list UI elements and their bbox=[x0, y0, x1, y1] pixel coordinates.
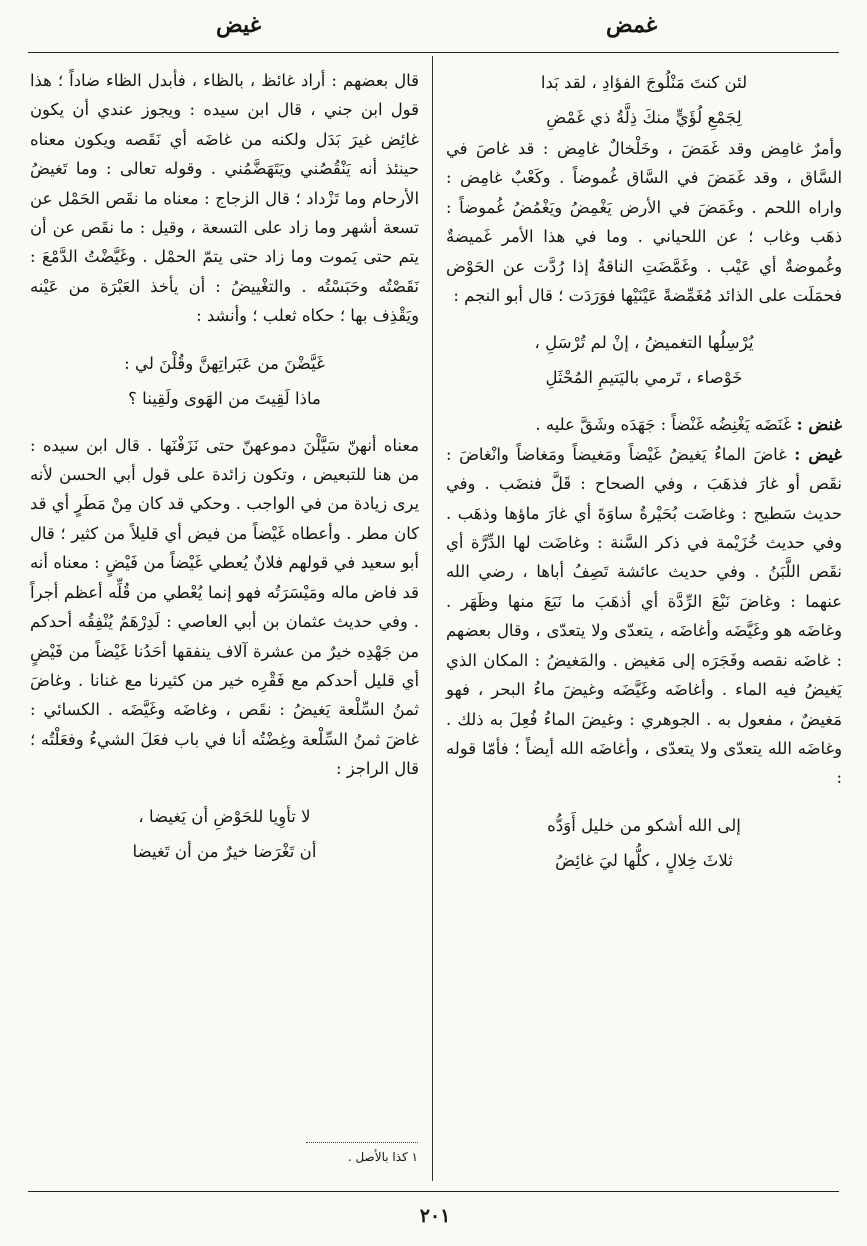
header-right-word: غمض bbox=[606, 12, 658, 38]
verse-line: ثلاثَ خِلالٍ ، كلُّها ليَ غائِضُ bbox=[555, 850, 733, 870]
verse-line: يُرْسِلُها التغميضُ ، إنْ لم تُرْسَلِ ، bbox=[534, 333, 754, 353]
header-left-word: غيض bbox=[216, 12, 262, 38]
entry-text: غَنَضَه يَغْنِضُه غَنْضاً : جَهَدَه وشَقَّ عليه . bbox=[535, 415, 792, 435]
spacer bbox=[446, 310, 842, 326]
verse-line: خَوْصاء ، تَرمي باليَتيمِ المُحْثَلِ bbox=[545, 368, 743, 388]
left-column bbox=[30, 66, 419, 868]
verse-line: لئن كنتَ مَنْلُوجَ الفؤادِ ، لقد بَدا bbox=[540, 73, 748, 92]
entry-headword: غيض : bbox=[794, 444, 842, 464]
entry-headword: غنض : bbox=[796, 415, 842, 435]
page-number: ٢٠١ bbox=[419, 1205, 451, 1227]
spacer bbox=[446, 394, 842, 410]
entry-ghayd bbox=[446, 440, 842, 793]
verse-line: لِجَمْعِ لُؤَيٍّ منكَ ذِلَّةُ ذي غَمْضِ bbox=[546, 108, 742, 127]
footer-rule bbox=[28, 1191, 839, 1192]
right-column bbox=[446, 66, 842, 877]
entry-text: غاضَ الماءُ يَغيضُ غَيْضاً ومَغيضاً ومَغاضاً وانْغاضَ : نقَص أو غارَ فذهَبَ ، وفي الصحاح : قَلَّ فنضَب . وفي حديث سَطيح : وغاضَت بُحَيْرةُ ساوَةَ أي غارَ ماؤها وذهَب . وفي حديث خُزَيْمة في ذكر السَّنة : وغاضَت لها الدِّرَّة أي نقَص اللَّبَنُ . وفي حديث عائشة تَصِفُ أباها ، رضي الله عنهما : وغاضَ نَبْعَ الرِّدَّة أي أذهَبَ ما نَبَعَ منها وظَهَر . وغاضَه هو وغَيَّضَه وأغاضَه ، يتعدّى ولا يتعدّى ، وقال بعضهم : غاضَه نقصه وفَجَرَه إلى مَغيض . والمَغيضُ : المكان الذي يَغيضُ فيه الماء . وأغاضَه وغَيَّضَه وغيضَ ماءُ البحر ، فهو مَغيضٌ ، مفعول به . الجوهري : وغيضَ الماءُ فُعِلَ به ذلك . وغاضَه الله يتعدّى ولا يتعدّى ، وأغاضَه الله أيضاً ؛ فأمّا قوله : bbox=[446, 444, 842, 788]
spacer bbox=[30, 331, 419, 347]
entry-ghanad bbox=[446, 410, 842, 439]
verse-line: ماذا لَقِيتَ من الهَوى ولَقِينا ؟ bbox=[128, 388, 321, 408]
footnote: ١ كذا بالأصل . bbox=[347, 1150, 418, 1164]
footnote-rule bbox=[306, 1142, 418, 1143]
verse-line: غَيَّضْنَ من عَبَراتِهنَّ وقُلْنَ لي : bbox=[124, 353, 325, 373]
paragraph: معناه أنهنّ سَيَّلْنَ دموعهنّ حتى نَزَفْنَها . قال ابن سيده : من هنا للتبعيض ، وتكون زائدة على قول أبي الحسن لأنه يرى زيادة من في الواجب . وحكي قد كان مِنْ مَطَرٍ أي قد كان مطر . وأعطاه غَيْضاً من فيض أي قليلاً من كثير ؛ قال أبو سعيد في قولهم فلانٌ يُعطي غَيْضاً من فَيْضٍ : معناه أنه قد فاض ماله ومَيْسَرَتُه فهو إنما يُعْطي من قُلِّه أعظم أجراً . وفي حديث عثمان بن أبي العاصي : لَدِرْهَمٌ يُنْفِقُه أحدكم من جَهْدِه خيرٌ من عشرة آلاف ينفقها أحَدُنا غَيْضاً من فَيْضٍ أي قليل أحدكم مع فَقْرِه خير من كثيرنا مع غنانا . وغاضَ ثمنُ السِّلْعة يَغيضُ : نقَص ، وغاضَه وغَيَّضَه . الكسائي : غاضَ ثمنُ السِّلْعة وغِضْتُه أنا في باب فعَلَ الشيءُ وفعَلْتُه ؛ قال الراجز : bbox=[30, 435, 419, 779]
paragraph: وأمرٌ غامِض وقد غَمَضَ ، وخَلْخالٌ غامِض : قد غاصَ في السَّاق ، وقد غَمَضَ في السَّاق غُموضاً . وكَعْبٌ غامِض : واراه اللحم . وغَمَضَ في الأرض يَغْمِضُ ويَغْمُضُ غُموضاً : ذهَب وغاب ؛ عن اللحياني . وما في هذا الأمر غَميضةٌ وغُموضةٌ أي عَيْب . وغَمَّضَتِ الناقةُ إذا رُدَّت عن الحَوْض فحمَلَت على الذائد مُغَمِّضةً عَيْنَيْها فوَرَدَت ؛ قال أبو النجم : bbox=[446, 139, 842, 306]
spacer bbox=[30, 415, 419, 431]
spacer bbox=[446, 793, 842, 809]
paragraph: قال بعضهم : أراد غائظ ، بالظاء ، فأبدل الظاء ضاداً ؛ هذا قول ابن جني ، قال ابن سيده : ويجوز عندي أن يكون غائِض غيرَ بَدَل ولكنه من غاضَه أي نَقَصه ويكون معناه حينئذ أنه يَنْقُصُني ويَتَهَضَّمُني . وقوله تعالى : وما تَغيضُ الأرحام وما تَزْداد ؛ قال الزجاج : معناه ما نقَص الحَمْل عن تسعة أشهر وما زاد على التسعة ، وقيل : ما نقَص عن أن يتم حتى يَموت وما زاد حتى يتمّ الحمْل . وغَيَّضْتُ الدَّمْعَ : نَقَصْتُه وحَبَسْتُه . والتغْييضُ : أن يأخذ العَبْرَة من عَيْنه ويَقْذِف بها ؛ حكاه ثعلب ؛ وأنشد : bbox=[30, 71, 419, 326]
verse-line: لا تأوِيا للحَوْضِ أن يَغيضا ، bbox=[138, 806, 311, 826]
verse-line: إلى الله أشكو من خليل أَوَدُّه bbox=[547, 815, 741, 835]
column-divider bbox=[432, 56, 433, 1181]
verse-line: أن تَغْرَضا خيرٌ من أن تَغيضا bbox=[132, 841, 317, 861]
spacer bbox=[30, 784, 419, 800]
header-rule bbox=[28, 52, 839, 53]
